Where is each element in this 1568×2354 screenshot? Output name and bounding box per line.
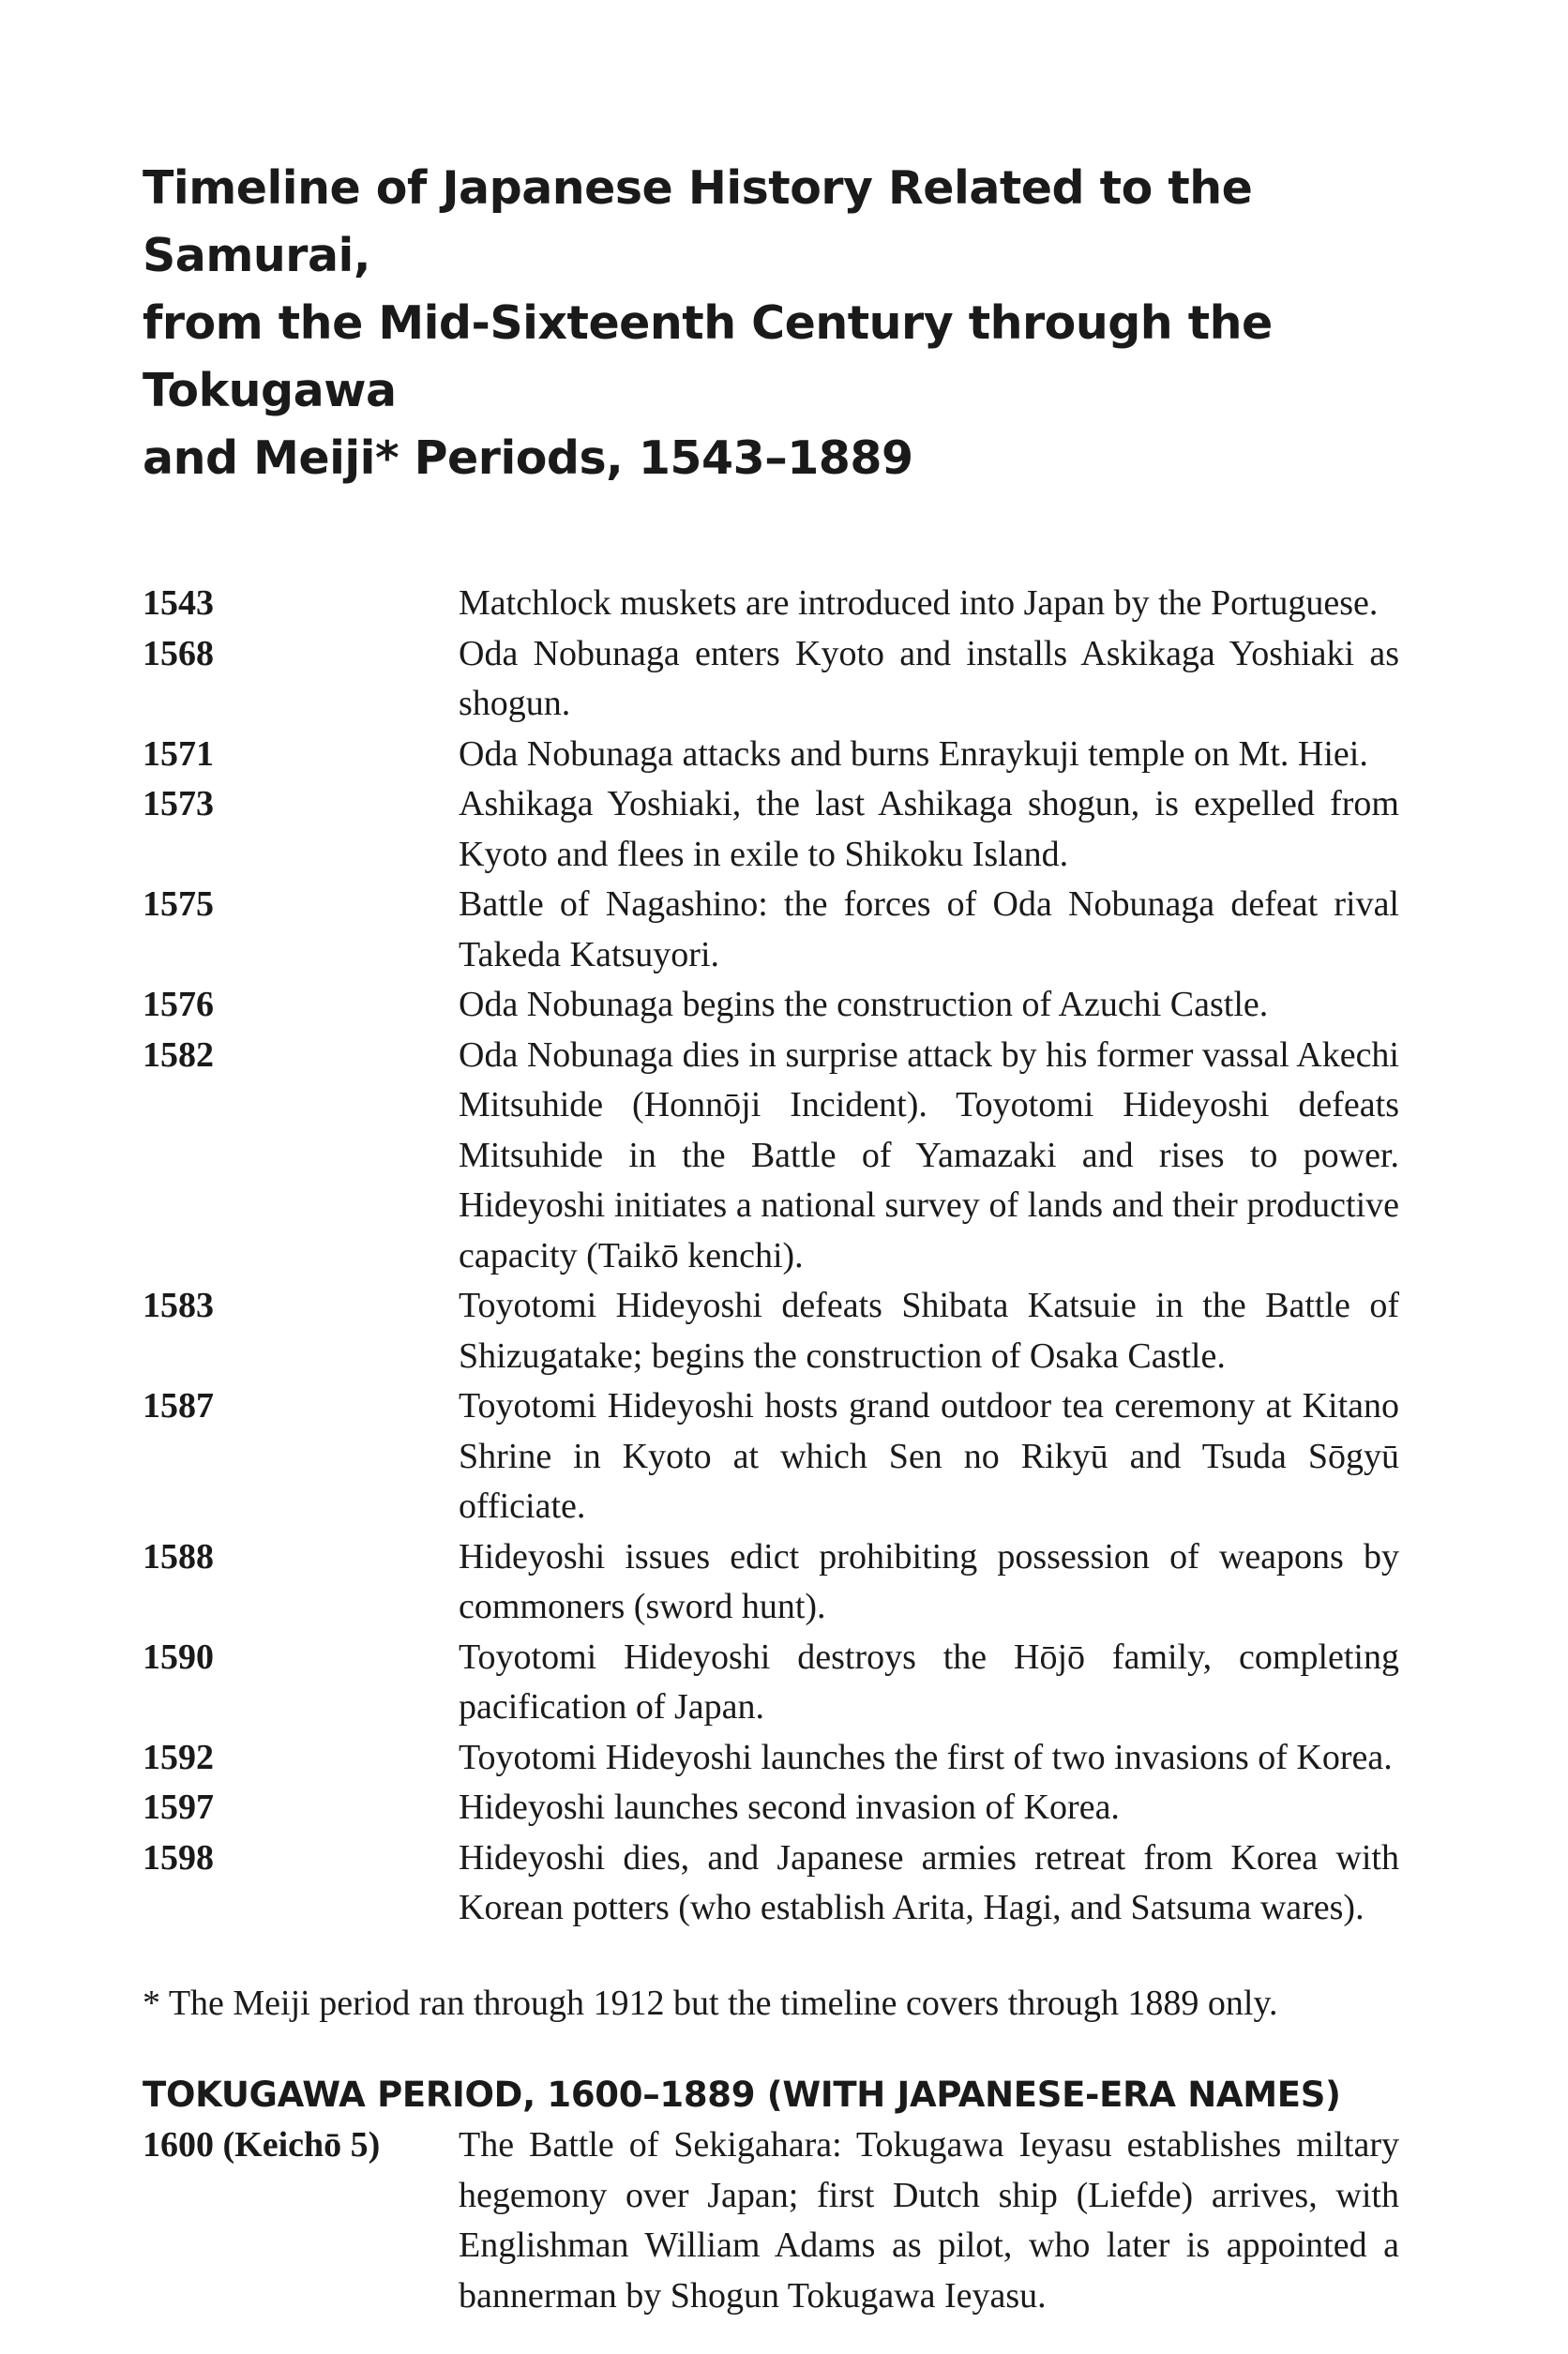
document-page [143, 155, 1399, 2321]
entry-text: Matchlock muskets are introduced into Japan by the Portuguese. [459, 583, 1379, 623]
entry-year: 1588 [143, 1536, 214, 1577]
entry-text: Toyotomi Hideyoshi defeats Shibata Katsuie in the Battle of Shizugatake; begins the construction of Osaka Castle. [459, 1286, 1399, 1376]
entry-text: Ashikaga Yoshiaki, the last Ashikaga shogun, is expelled from Kyoto and flees in exile to Shikoku Island. [459, 784, 1399, 874]
timeline-entry [143, 579, 1399, 629]
timeline-entry [143, 779, 1399, 880]
entry-year: 1597 [143, 1788, 214, 1827]
entry-year: 1576 [143, 985, 214, 1024]
timeline-entry [143, 2120, 1399, 2321]
page-title [143, 155, 1399, 492]
timeline-entry [143, 629, 1399, 730]
timeline-entry [143, 880, 1399, 980]
timeline-entry [143, 1381, 1399, 1532]
title-line: from the Mid-Sixteenth Century through the Tokugawa [143, 296, 1273, 417]
entry-year: 1598 [143, 1837, 214, 1878]
timeline-entry [143, 1281, 1399, 1381]
entry-year: 1575 [143, 884, 214, 924]
timeline-entry [143, 1733, 1399, 1784]
entry-text: The Battle of Sekigahara: Tokugawa Ieyasu establishes miltary hegemony over Japan; first Dutch ship (Liefde) arrives, with Englishman William Adams as pilot, who later is appointed a bannerman by Shogun Tokugawa Ieyasu. [459, 2125, 1399, 2316]
timeline-entry [143, 980, 1399, 1031]
entry-year: 1600 (Keichō 5) [143, 2125, 381, 2165]
entry-text: Toyotomi Hideyoshi hosts grand outdoor tea ceremony at Kitano Shrine in Kyoto at which Sen no Rikyū and Tsuda Sōgyū officiate. [459, 1386, 1399, 1526]
entry-year: 1583 [143, 1286, 214, 1325]
tokugawa-timeline-list [143, 2120, 1399, 2321]
timeline-list [143, 579, 1399, 1934]
entry-year: 1582 [143, 1034, 214, 1075]
timeline-entry [143, 1783, 1399, 1833]
section-heading: TOKUGAWA PERIOD, 1600–1889 (WITH JAPANESE-ERA NAMES) [143, 2075, 1341, 2115]
entry-text: Oda Nobunaga begins the construction of Azuchi Castle. [459, 985, 1269, 1024]
timeline-entry [143, 1633, 1399, 1733]
timeline-entry [143, 1833, 1399, 1934]
footnote: * The Meiji period ran through 1912 but the timeline covers through 1889 only. [143, 1983, 1278, 2023]
entry-year: 1592 [143, 1737, 214, 1777]
timeline-entry [143, 730, 1399, 780]
entry-text: Toyotomi Hideyoshi launches the first of two invasions of Korea. [459, 1737, 1393, 1777]
entry-year: 1590 [143, 1637, 214, 1677]
entry-year: 1573 [143, 784, 214, 823]
timeline-entry [143, 1031, 1399, 1282]
title-line: Timeline of Japanese History Related to the Samurai, [143, 161, 1253, 282]
entry-text: Toyotomi Hideyoshi destroys the Hōjō family, completing pacification of Japan. [459, 1637, 1399, 1727]
timeline-entry [143, 1532, 1399, 1633]
entry-year: 1568 [143, 633, 214, 673]
entry-year: 1587 [143, 1386, 214, 1426]
entry-text: Oda Nobunaga dies in surprise attack by his former vassal Akechi Mitsuhide (Honnōji Incident). Toyotomi Hideyoshi defeats Mitsuhide in the Battle of Yamazaki and rises to power. Hideyoshi initiates a national survey of lands and their productive capacity (Taikō kenchi). [459, 1034, 1399, 1275]
entry-year: 1543 [143, 583, 214, 623]
entry-text: Battle of Nagashino: the forces of Oda Nobunaga defeat rival Takeda Katsuyori. [459, 884, 1399, 974]
entry-text: Oda Nobunaga attacks and burns Enraykuji temple on Mt. Hiei. [459, 733, 1368, 774]
title-line: and Meiji* Periods, 1543–1889 [143, 431, 913, 485]
entry-text: Hideyoshi dies, and Japanese armies retreat from Korea with Korean potters (who establish Arita, Hagi, and Satsuma wares). [459, 1837, 1399, 1927]
entry-text: Hideyoshi issues edict prohibiting possession of weapons by commoners (sword hunt). [459, 1536, 1399, 1626]
entry-text: Hideyoshi launches second invasion of Korea. [459, 1788, 1120, 1827]
entry-year: 1571 [143, 733, 214, 774]
entry-text: Oda Nobunaga enters Kyoto and installs Askikaga Yoshiaki as shogun. [459, 633, 1399, 723]
